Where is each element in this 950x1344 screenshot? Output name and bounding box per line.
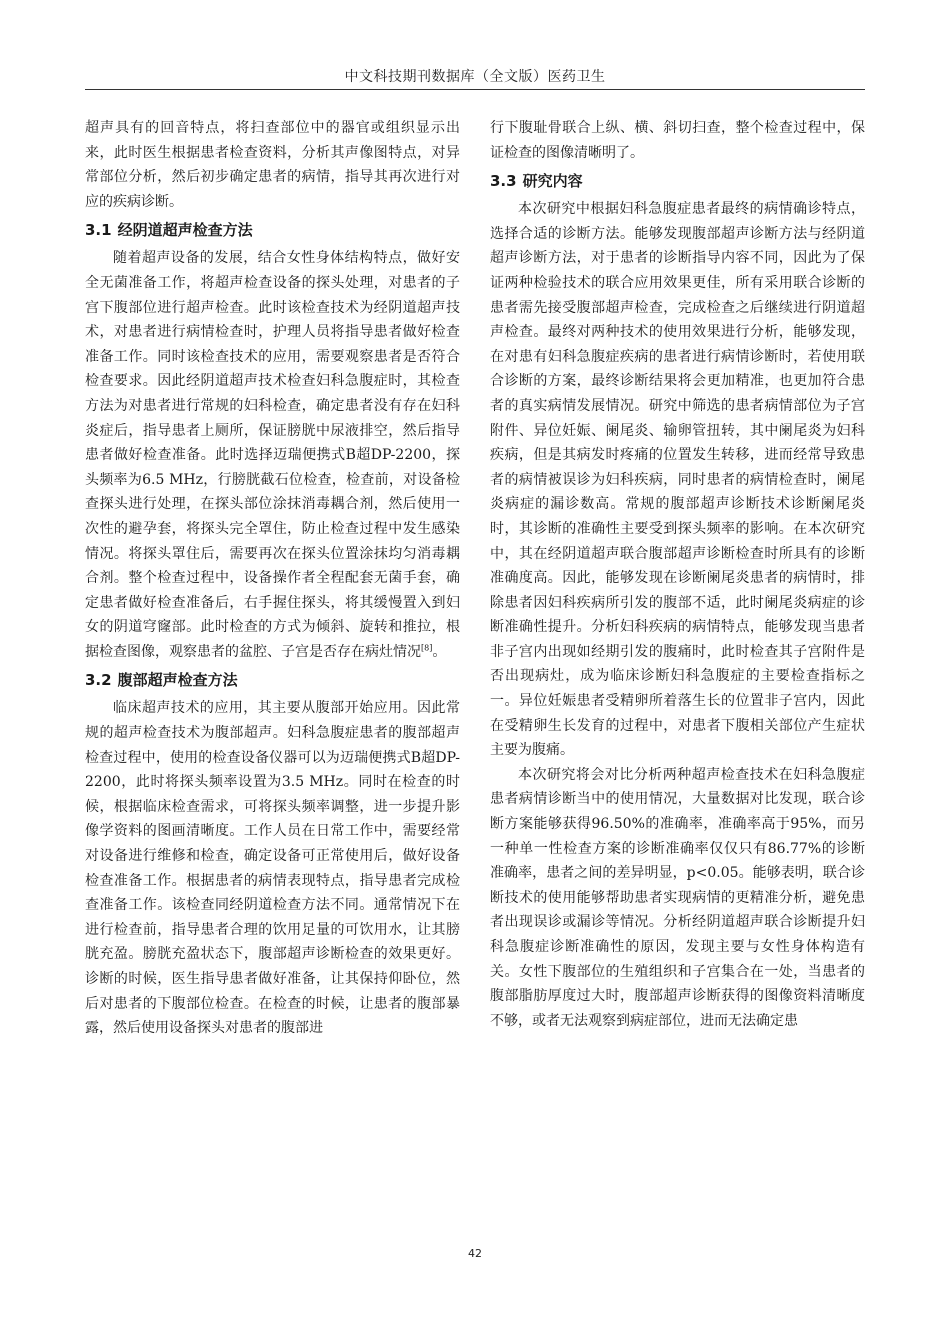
section-3-3-paragraph-2: 本次研究将会对比分析两种超声检查技术在妇科急腹症患者病情诊断当中的使用情况，大量数据对比发现，联合诊断方案能够获得96.50%的准确率，准确率高于95%，而另一种单一性检查方案的诊断准确率仅仅只有86.77%的诊断准确率，患者之间的差异明显，p<0.05。能够表明，联合诊断技术的使用能够帮助患者实现病情的更精准分析，避免患者出现误诊或漏诊等情况。分析经阴道超声联合诊断提升妇科急腹症诊断准确性的原因，发现主要与女性身体构造有关。女性下腹部位的生殖组织和子宫集合在一处，当患者的腹部脂肪厚度过大时，腹部超声诊断获得的图像资料清晰度不够，或者无法观察到病症部位，进而无法确定患 (490, 766, 865, 1029)
section-3-1-number: 3.1 (85, 221, 112, 240)
journal-header: 中文科技期刊数据库（全文版）医药卫生 (344, 69, 606, 85)
section-3-2-heading (85, 666, 460, 694)
left-column (85, 116, 460, 1041)
intro-paragraph: 超声具有的回音特点，将扫查部位中的器官或组织显示出来，此时医生根据患者检查资料，分析其声像图特点，对异常部位分析，然后初步确定患者的病情，指导其再次进行对应的疾病诊断。 (85, 120, 460, 210)
section-3-1-paragraph (85, 246, 460, 664)
page-number: 42 (468, 1247, 482, 1260)
continuation-paragraph: 行下腹耻骨联合上纵、横、斜切扫查，整个检查过程中，保证检查的图像清晰明了。 (490, 120, 865, 161)
section-3-3-title: 研究内容 (522, 172, 583, 191)
header-divider (85, 89, 865, 90)
section-3-1-text-end: 。 (432, 643, 447, 660)
section-3-3-paragraph-1: 本次研究中根据妇科急腹症患者最终的病情确诊特点，选择合适的诊断方法。能够发现腹部超声诊断方法与经阴道超声诊断方法，对于患者的诊断指导内容不同，因此为了保证两种检验技术的联合应用效果更佳，所有采用联合诊断的患者需先接受腹部超声检查，完成检查之后继续进行阴道超声检查。最终对两种技术的使用效果进行分析，能够发现，在对患有妇科急腹症疾病的患者进行病情诊断时，若使用联合诊断的方案，最终诊断结果将会更加精准，也更加符合患者的真实病情发展情况。研究中筛选的患者病情部位为子宫附件、异位妊娠、阑尾炎、输卵管扭转，其中阑尾炎为妇科疾病，但是其病发时疼痛的位置发生转移，进而经常导致患者的病情被误诊为妇科疾病，同时患者的病情检查时，阑尾炎病症的漏诊数高。常规的腹部超声诊断技术诊断阑尾炎时，其诊断的准确性主要受到探头频率的影响。在本次研究中，其在经阴道超声联合腹部超声诊断检查时所具有的诊断准确度高。因此，能够发现在诊断阑尾炎患者的病情时，排除患者因妇科疾病所引发的腹部不适，此时阑尾炎病症的诊断准确性提升。分析妇科疾病的病情特点，能够发现当患者非子宫内出现如经期引发的腹痛时，此时检查其子宫附件是否出现病灶，成为临床诊断妇科急腹症的主要检查指标之一。异位妊娠患者受精卵所着落生长的位置非子宫内，因此在受精卵生长发育的过程中，对患者下腹相关部位产生症状主要为腹痛。 (490, 201, 865, 759)
section-3-2-number: 3.2 (85, 671, 112, 690)
section-3-1-heading (85, 216, 460, 244)
section-3-1-title: 经阴道超声检查方法 (117, 221, 253, 240)
section-3-1-text: 随着超声设备的发展，结合女性身体结构特点，做好安全无菌准备工作，将超声检查设备的探头处理，对患者的子宫下腹部位进行超声检查。此时该检查技术为经阴道超声技术，对患者进行病情检查时，护理人员将指导患者做好检查准备工作。同时该检查技术的应用，需要观察患者是否符合检查要求。因此经阴道超声技术检查妇科急腹症时，其检查方法为对患者进行常规的妇科检查，确定患者没有存在妇科炎症后，指导患者上厕所，保证膀胱中尿液排空，然后指导患者做好检查准备。此时选择迈瑞便携式B超DP-2200，探头频率为6.5 MHz，行膀胱截石位检查，检查前，对设备检查探头进行处理，在探头部位涂抹消毒耦合剂，然后使用一次性的避孕套，将探头完全罩住，防止检查过程中发生感染情况。将探头罩住后，需要再次在探头位置涂抹均匀消毒耦合剂。整个检查过程中，设备操作者全程配套无菌手套，确定患者做好检查准备后，右手握住探头，将其缓慢置入到妇女的阴道穹窿部。此时检查的方式为倾斜、旋转和推拉，根据检查图像，观察患者的盆腔、子宫是否存在病灶情况 (85, 250, 460, 660)
section-3-3-heading (490, 167, 865, 195)
section-3-2-title: 腹部超声检查方法 (117, 671, 238, 690)
citation-8: [8] (421, 643, 433, 653)
section-3-3-number: 3.3 (490, 172, 517, 191)
section-3-2-paragraph: 临床超声技术的应用，其主要从腹部开始应用。因此常规的超声检查技术为腹部超声。妇科急腹症患者的腹部超声检查过程中，使用的检查设备仪器可以为迈瑞便携式B超DP-2200，此时将探头频率设置为3.5 MHz。同时在检查的时候，根据临床检查需求，可将探头频率调整，进一步提升影像学资料的图画清晰度。工作人员在日常工作中，需要经常对设备进行维修和检查，确定设备可正常使用后，做好设备检查准备工作。根据患者的病情表现特点，指导患者完成检查准备工作。该检查同经阴道检查方法不同。通常情况下在进行检查前，指导患者合理的饮用足量的可饮用水，让其膀胱充盈。膀胱充盈状态下，腹部超声诊断检查的效果更好。诊断的时候，医生指导患者做好准备，让其保持仰卧位，然后对患者的下腹部位检查。在检查的时候，让患者的腹部暴露，然后使用设备探头对患者的腹部进 (85, 700, 460, 1037)
right-column (490, 116, 865, 1033)
